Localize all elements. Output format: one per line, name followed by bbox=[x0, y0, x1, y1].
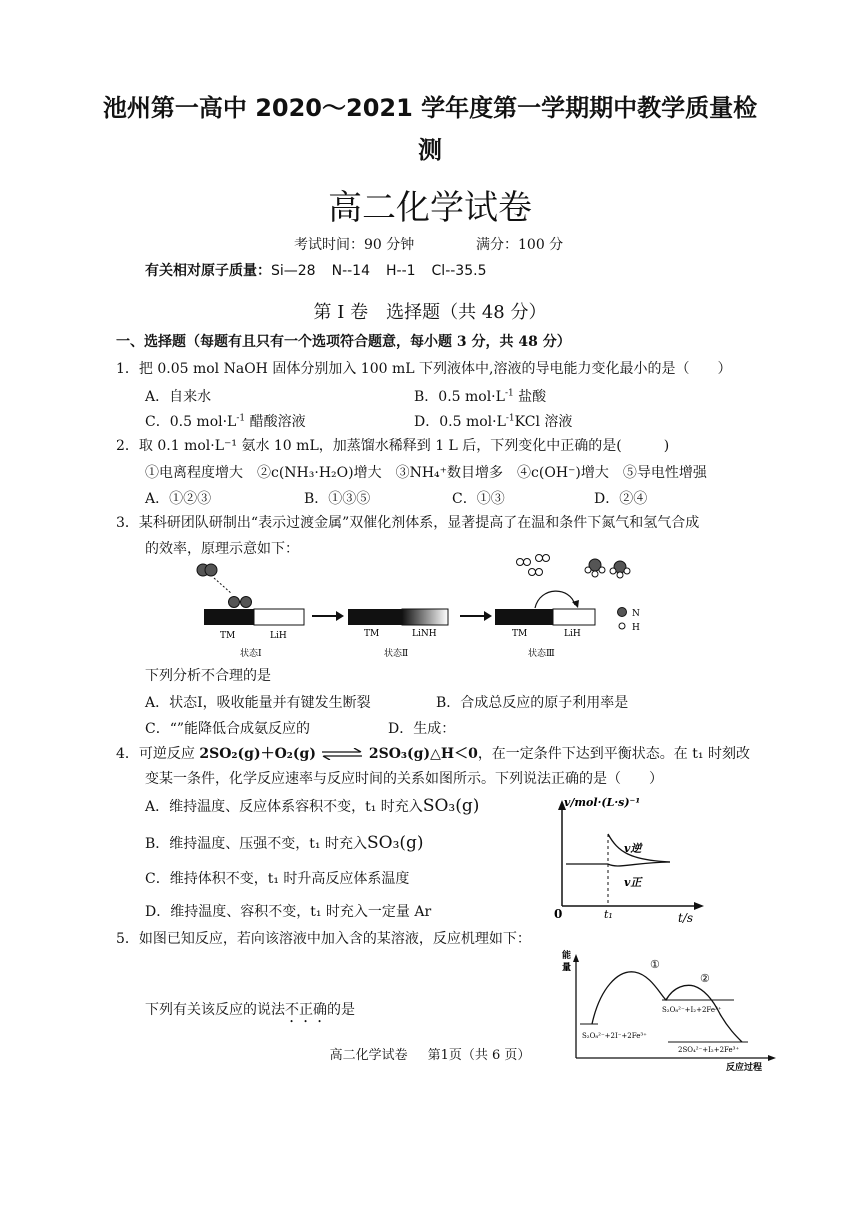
level-start-label: S₂O₈²⁻+2I⁻+2Fe³⁺ bbox=[582, 1032, 647, 1040]
state3-tm-block bbox=[495, 609, 553, 625]
q3-stem-2: 的效率，原理示意如下： bbox=[145, 541, 299, 557]
origin-label: 0 bbox=[554, 907, 563, 921]
adsorbed-n-icon bbox=[229, 597, 252, 608]
state1-label: 状态Ⅰ bbox=[240, 649, 262, 659]
v-forward-label: v正 bbox=[624, 876, 642, 889]
atomic-mass-cl: Cl--35.5 bbox=[431, 263, 487, 279]
q1-d-pre: D．0.5 mol·L bbox=[414, 414, 506, 430]
q5-prompt-pre: 下列有关该反应的说法 bbox=[145, 1002, 285, 1018]
y-axis-label-1: 能 bbox=[562, 951, 572, 961]
q4-reaction-left: 2SO₂(g)＋O₂(g) bbox=[199, 746, 316, 762]
level-end-label: 2SO₄²⁻+I₂+2Fe³⁺ bbox=[678, 1046, 740, 1054]
q1-c-sup: -1 bbox=[236, 413, 246, 424]
q1-c-post: 醋酸溶液 bbox=[245, 414, 306, 430]
state1-lih-label: LiH bbox=[270, 631, 287, 641]
q4-stem-2: 变某一条件，化学反应速率与反应时间的关系如图所示。下列说法正确的是（ ） bbox=[145, 771, 663, 787]
full-score: 满分：100 分 bbox=[476, 237, 564, 253]
q1-option-b bbox=[414, 386, 546, 406]
state1-tm-block bbox=[204, 609, 254, 625]
q1-option-c bbox=[145, 411, 306, 431]
state3-lih-block bbox=[553, 609, 595, 625]
legend-n-icon bbox=[618, 608, 627, 617]
q3-option-d: D．生成： bbox=[388, 721, 456, 737]
v-reverse-label: v逆 bbox=[624, 842, 642, 855]
q4-b-formula: SO₃(g) bbox=[366, 833, 424, 853]
q4-stem-pre: 4．可逆反应 bbox=[116, 746, 200, 762]
state3-tm-label: TM bbox=[512, 629, 528, 639]
q2-option-b: B．①③⑤ bbox=[304, 491, 371, 507]
atomic-mass-si: Si—28 bbox=[271, 263, 316, 279]
footer-page: 第1页（共 6 页） bbox=[427, 1048, 531, 1063]
peak2-label: ② bbox=[700, 972, 710, 985]
y-axis-label: v/mol·(L·s)⁻¹ bbox=[564, 796, 641, 809]
level-mid-label: S₂O₈²⁻+I₂+2Fe²⁺ bbox=[662, 1006, 722, 1014]
q3-stem-1: 3．某科研团队研制出“表示过渡金属”双催化剂体系，显著提高了在温和条件下氮气和氢气合成 bbox=[116, 515, 700, 531]
q2-items: ①电离程度增大 ②c(NH₃·H₂O)增大 ③NH₄⁺数目增多 ④c(OH⁻)增大 ⑤导电性增强 bbox=[145, 465, 707, 481]
section-instructions: 一、选择题（每题有且只有一个选项符合题意，每小题 3 分，共 48 分） bbox=[116, 334, 571, 350]
q1-b-sup: -1 bbox=[504, 388, 514, 399]
q3-option-b: B．合成总反应的原子利用率是 bbox=[436, 695, 629, 711]
q2-stem: 2．取 0.1 mol·L⁻¹ 氨水 10 mL，加蒸馏水稀释到 1 L 后，下列变化中正确的是( ) bbox=[116, 438, 670, 454]
page-footer bbox=[0, 1044, 860, 1063]
q2-option-c: C．①③ bbox=[452, 491, 505, 507]
q1-c-pre: C．0.5 mol·L bbox=[145, 414, 237, 430]
q1-d-sup: -1 bbox=[505, 413, 515, 424]
arrow-right-icon bbox=[460, 611, 492, 621]
q5-stem: 5．如图已知反应，若向该溶液中加入含的某溶液，反应机理如下： bbox=[116, 931, 531, 947]
x-axis-label: t/s bbox=[678, 911, 694, 924]
q2-option-d: D．②④ bbox=[594, 491, 648, 507]
q5-prompt-post: 的是 bbox=[327, 1002, 355, 1018]
atomic-mass-h: H--1 bbox=[385, 263, 416, 279]
curved-arrow-icon bbox=[535, 591, 575, 608]
legend-h-icon bbox=[619, 623, 625, 629]
t1-label: t₁ bbox=[604, 908, 613, 921]
q4-stem-post: ，在一定条件下达到平衡状态。在 t₁ 时刻改 bbox=[477, 746, 750, 762]
q1-stem: 1．把 0.05 mol NaOH 固体分别加入 100 mL 下列液体中,溶液的导电能力变化最小的是（ ） bbox=[116, 361, 732, 377]
equilibrium-arrow-icon bbox=[320, 748, 364, 760]
q4-a-formula: SO₃(g) bbox=[422, 796, 480, 816]
h2-molecules-icon bbox=[517, 555, 550, 576]
q5-prompt-emphasis: 不正确 bbox=[285, 1002, 327, 1018]
q3-option-c: C．“”能降低合成氨反应的 bbox=[145, 721, 311, 737]
peak1-label: ① bbox=[650, 958, 660, 971]
atomic-mass-n: N--14 bbox=[331, 263, 370, 279]
q4-option-c: C．维持体积不变，t₁ 时升高反应体系温度 bbox=[145, 871, 410, 887]
section-title: 第 Ⅰ 卷 选择题（共 48 分） bbox=[313, 302, 547, 323]
q5-prompt bbox=[145, 1000, 355, 1026]
state2-tm-block bbox=[348, 609, 402, 625]
subject-title: 高二化学试卷 bbox=[328, 188, 532, 228]
footer-subject: 高二化学试卷 bbox=[329, 1048, 408, 1063]
x-axis-label: 反应过程 bbox=[726, 1063, 763, 1072]
legend-h-label: H bbox=[632, 623, 640, 633]
q4-option-b bbox=[145, 833, 424, 853]
q4-reaction-right: 2SO₃(g)△H＜0 bbox=[368, 746, 478, 762]
state3-lih-label: LiH bbox=[564, 629, 581, 639]
q1-b-pre: B．0.5 mol·L bbox=[414, 389, 505, 405]
q3-mechanism-figure bbox=[190, 550, 660, 662]
state2-linh-block bbox=[402, 609, 448, 625]
atomic-masses bbox=[145, 260, 502, 280]
q4-option-d: D．维持温度、容积不变，t₁ 时充入一定量 Ar bbox=[145, 904, 432, 920]
q3-option-a: A．状态Ⅰ，吸收能量并有键发生断裂 bbox=[145, 695, 371, 711]
q3-prompt: 下列分析不合理的是 bbox=[145, 668, 271, 684]
q1-b-post: 盐酸 bbox=[513, 389, 547, 405]
atomic-mass-label: 有关相对原子质量： bbox=[145, 263, 271, 279]
q4-stem bbox=[116, 744, 750, 764]
state2-label: 状态Ⅱ bbox=[384, 649, 409, 659]
q1-option-a: A．自来水 bbox=[145, 389, 212, 405]
state2-linh-label: LiNH bbox=[412, 629, 437, 639]
q2-option-a: A．①②③ bbox=[145, 491, 212, 507]
arrow-right-icon bbox=[312, 611, 344, 621]
exam-time: 考试时间：90 分钟 bbox=[294, 237, 415, 253]
title-line1: 池州第一高中 2020～2021 学年度第一学期期中教学质量检 bbox=[102, 94, 758, 122]
state1-tm-label: TM bbox=[220, 631, 236, 641]
y-axis-label-2: 量 bbox=[562, 963, 572, 973]
q4-a-pre: A．维持温度、反应体系容积不变，t₁ 时充入 bbox=[145, 799, 423, 815]
q4-rate-time-graph bbox=[546, 794, 706, 924]
state1-lih-block bbox=[254, 609, 304, 625]
title-line2: 测 bbox=[418, 136, 442, 164]
v-forward-curve bbox=[608, 862, 670, 866]
state2-tm-label: TM bbox=[364, 629, 380, 639]
q4-option-a bbox=[145, 796, 479, 816]
n2-molecule-icon bbox=[197, 564, 217, 576]
nh3-molecule-icon bbox=[585, 559, 630, 578]
state3-label: 状态Ⅲ bbox=[528, 649, 555, 659]
q4-b-pre: B．维持温度、压强不变，t₁ 时充入 bbox=[145, 836, 367, 852]
q1-d-post: KCl 溶液 bbox=[514, 414, 573, 430]
legend-n-label: N bbox=[632, 609, 640, 619]
q1-option-d bbox=[414, 411, 572, 431]
